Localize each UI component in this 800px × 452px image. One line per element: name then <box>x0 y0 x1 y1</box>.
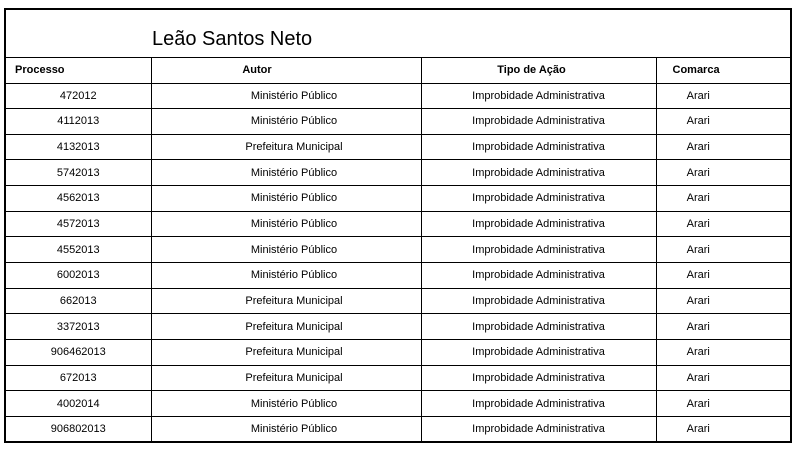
cell-processo: 672013 <box>6 365 151 391</box>
table-row <box>6 237 790 263</box>
cell-comarca: Arari <box>656 83 790 109</box>
cell-processo: 4002014 <box>6 391 151 417</box>
cell-comarca: Arari <box>656 416 790 441</box>
cell-autor: Prefeitura Municipal <box>151 134 421 160</box>
table-row <box>6 288 790 314</box>
sheet-title: Leão Santos Neto <box>6 10 790 58</box>
cell-comarca: Arari <box>656 211 790 237</box>
case-table <box>6 58 790 441</box>
cell-autor: Ministério Público <box>151 160 421 186</box>
column-header-processo: Processo <box>6 58 151 83</box>
cell-tipo-de-acao: Improbidade Administrativa <box>421 314 656 340</box>
cell-processo: 6002013 <box>6 262 151 288</box>
cell-processo: 4132013 <box>6 134 151 160</box>
column-header-comarca: Comarca <box>656 58 790 83</box>
cell-autor: Ministério Público <box>151 109 421 135</box>
cell-comarca: Arari <box>656 365 790 391</box>
cell-tipo-de-acao: Improbidade Administrativa <box>421 160 656 186</box>
cell-autor: Prefeitura Municipal <box>151 365 421 391</box>
cell-comarca: Arari <box>656 262 790 288</box>
cell-autor: Ministério Público <box>151 416 421 441</box>
cell-tipo-de-acao: Improbidade Administrativa <box>421 288 656 314</box>
cell-autor: Ministério Público <box>151 237 421 263</box>
table-row <box>6 83 790 109</box>
table-row <box>6 391 790 417</box>
cell-tipo-de-acao: Improbidade Administrativa <box>421 391 656 417</box>
cell-tipo-de-acao: Improbidade Administrativa <box>421 186 656 212</box>
cell-processo: 5742013 <box>6 160 151 186</box>
table-row <box>6 186 790 212</box>
cell-comarca: Arari <box>656 134 790 160</box>
cell-autor: Ministério Público <box>151 186 421 212</box>
cell-processo: 4572013 <box>6 211 151 237</box>
cell-processo: 906802013 <box>6 416 151 441</box>
cell-processo: 4112013 <box>6 109 151 135</box>
cell-processo: 906462013 <box>6 339 151 365</box>
cell-comarca: Arari <box>656 314 790 340</box>
cell-processo: 662013 <box>6 288 151 314</box>
cell-tipo-de-acao: Improbidade Administrativa <box>421 365 656 391</box>
cell-comarca: Arari <box>656 109 790 135</box>
cell-tipo-de-acao: Improbidade Administrativa <box>421 416 656 441</box>
table-row <box>6 416 790 441</box>
table-header <box>6 58 790 83</box>
table-row <box>6 160 790 186</box>
table-row <box>6 109 790 135</box>
cell-processo: 4552013 <box>6 237 151 263</box>
cell-tipo-de-acao: Improbidade Administrativa <box>421 339 656 365</box>
cell-comarca: Arari <box>656 339 790 365</box>
cell-autor: Prefeitura Municipal <box>151 288 421 314</box>
cell-comarca: Arari <box>656 186 790 212</box>
cell-autor: Prefeitura Municipal <box>151 339 421 365</box>
cell-comarca: Arari <box>656 391 790 417</box>
table-row <box>6 262 790 288</box>
cell-tipo-de-acao: Improbidade Administrativa <box>421 237 656 263</box>
cell-autor: Ministério Público <box>151 391 421 417</box>
cell-processo: 472012 <box>6 83 151 109</box>
table-body <box>6 83 790 441</box>
table-row <box>6 314 790 340</box>
cell-tipo-de-acao: Improbidade Administrativa <box>421 211 656 237</box>
header-row <box>6 58 790 83</box>
cell-autor: Prefeitura Municipal <box>151 314 421 340</box>
cell-tipo-de-acao: Improbidade Administrativa <box>421 109 656 135</box>
cell-autor: Ministério Público <box>151 83 421 109</box>
table-row <box>6 339 790 365</box>
cell-processo: 4562013 <box>6 186 151 212</box>
cell-comarca: Arari <box>656 237 790 263</box>
cell-tipo-de-acao: Improbidade Administrativa <box>421 134 656 160</box>
cell-comarca: Arari <box>656 288 790 314</box>
cell-tipo-de-acao: Improbidade Administrativa <box>421 262 656 288</box>
cell-autor: Ministério Público <box>151 262 421 288</box>
cell-comarca: Arari <box>656 160 790 186</box>
case-table-sheet <box>4 8 792 443</box>
table-row <box>6 365 790 391</box>
table-row <box>6 211 790 237</box>
column-header-autor: Autor <box>151 58 421 83</box>
cell-autor: Ministério Público <box>151 211 421 237</box>
column-header-tipo-de-acao: Tipo de Ação <box>421 58 656 83</box>
cell-tipo-de-acao: Improbidade Administrativa <box>421 83 656 109</box>
table-row <box>6 134 790 160</box>
cell-processo: 3372013 <box>6 314 151 340</box>
